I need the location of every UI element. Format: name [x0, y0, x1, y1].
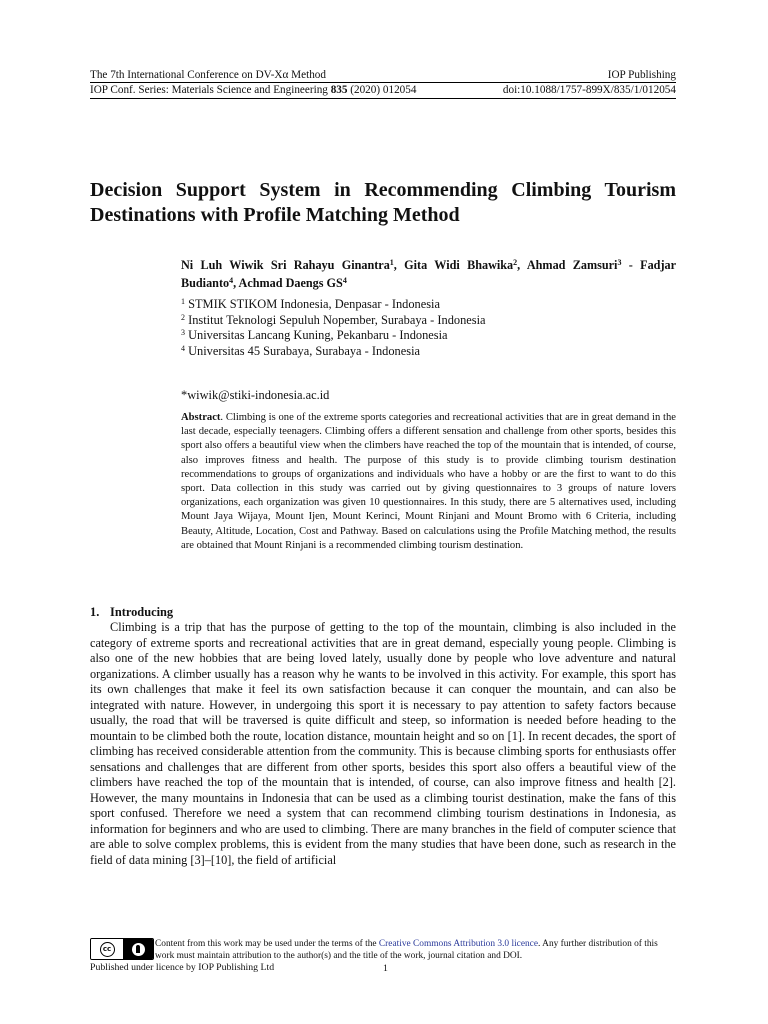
section-heading — [90, 604, 173, 620]
conference-name: The 7th International Conference on DV-Xα Method — [90, 69, 326, 81]
corresponding-email[interactable]: *wiwik@stiki-indonesia.ac.id — [181, 388, 330, 402]
publisher-footer: Published under licence by IOP Publishing Ltd — [90, 962, 275, 973]
volume-number: 835 — [330, 84, 348, 96]
series-citation — [90, 83, 416, 97]
abstract-label: Abstract — [181, 412, 221, 423]
running-header-bottom — [90, 83, 676, 97]
doi-text[interactable]: doi:10.1088/1757-899X/835/1/012054 — [502, 84, 676, 96]
affiliation-4: $^4$ Universitas 45 Surabaya, Surabaya - Indonesia — [181, 344, 421, 358]
license-link[interactable]: Creative Commons Attribution 3.0 licence — [378, 939, 539, 949]
author: Gita Widi Bhawika$^2$ — [404, 258, 518, 272]
affiliation-2: $^2$ Institut Teknologi Sepuluh Nopember, Surabaya - Indonesia — [181, 313, 486, 327]
header-rule-bottom — [90, 98, 676, 99]
author: Fadjar Budianto$^4$ — [181, 258, 677, 290]
publisher-name: IOP Publishing — [607, 69, 676, 81]
author-list: Ni Luh Wiwik Sri Rahayu Ginantra$^1$, Gita Widi Bhawika$^2$, Ahmad Zamsuri$^3$ - Fadjar Budianto$^4$, Achmad Daengs $GS^4$ — [181, 258, 677, 290]
creative-commons-by-icon — [90, 938, 154, 960]
abstract-text: . Climbing is one of the extreme sports categories and recreational activities that are in great demand in the last decade, especially teenagers. Climbing offers a different sensation and challenge from other sports, besides this sport also offers a beautiful view when the climbers have reached the top of the mountain that is intended, of course, also improves fitness and health. The purpose of this study is to provide climbing tourism destination recommendations to groups of organizations and individuals who have a hobby or are the first to want to do this sport. Data collection in this study was carried out by giving questionnaires to 3 groups of nature lovers organizations, each organization was given 10 questionnaires. In this study, there are 5 alternatives used, including Mount Jaya Wijaya, Mount Ijen, Mount Kerinci, Mount Rinjani and Mount Bromo with 6 Criteria, including Beauty, Altitude, Location, Cost and Pathway. Based on calculations using the Profile Matching method, the results are obtained that Mount Rinjani is a recommended climbing tourism destination. — [181, 412, 676, 551]
author: Achmad Daengs $GS^4$ — [238, 276, 347, 290]
running-header-top — [90, 68, 676, 82]
series-suffix: (2020) 012054 — [347, 84, 417, 96]
license-notice: Content from this work may be used under the terms of the Creative Commons Attribution 3.0 licence. Any further distribution of this work must maintain attribution to the author(s) and the title of the work, journal citation and DOI. — [155, 939, 658, 961]
paper-title: Decision Support System in Recommending Climbing Tourism Destinations with Profile Matching Method — [90, 179, 676, 226]
series-prefix: IOP Conf. Series: Materials Science and Engineering — [90, 84, 331, 96]
author: Ni Luh Wiwik Sri Rahayu Ginantra$^1$ — [181, 258, 394, 272]
cc-mark: cc — [100, 942, 115, 957]
affiliation-1: $^1$ STMIK STIKOM Indonesia, Denpasar - Indonesia — [181, 297, 440, 311]
page-number: 1 — [383, 963, 388, 974]
section-number: 1. — [90, 605, 100, 619]
author: Ahmad Zamsuri$^3$ — [526, 258, 622, 272]
attribution-person-icon — [132, 943, 145, 956]
affiliation-3: $^3$ Universitas Lancang Kuning, Pekanbaru - Indonesia — [181, 328, 448, 342]
section-body: Climbing is a trip that has the purpose of getting to the top of the mountain, climbing is also included in the category of extreme sports and recreational activities that are in great demand, especially young people. Climbing is also one of the new hobbies that are being loved lately, usually done by people who love adventure and natural organizations. A climber usually has a reason why he wants to be involved in this activity. For example, this sport has its own challenges that make it feel its own satisfaction because it can conquer the mountain, and can also be integrated with nature. However, in undergoing this sport it is necessary to pay attention to safety factors because usually, the road that will be traversed is quite difficult and steep, so information is needed before heading to the mountain to be climbed both the route, location distance, mountain height and so on [1]. In recent decades, the sport of climbing has received considerable attention from the community. This is because climbing sports for enthusiasts offer sensations and challenges that are different from other sports, besides this sport also offers a beautiful view of the climbers have reached the top of the mountain that is intended, of course, can also improve fitness and health [2]. However, the many mountains in Indonesia that can be used as a climbing tourist destination, make the fans of this sport confused. Therefore we need a system that can recommend climbing tourism destinations in Indonesia, as information for beginners and who are used to climbing. There are many branches in the field of computer science that are able to solve complex problems, this is evident from the many studies that have been done, such as research in the field of data mining [3]–[10], the field of artificial — [90, 620, 676, 867]
abstract — [181, 411, 676, 553]
section-title: Introducing — [110, 605, 174, 619]
